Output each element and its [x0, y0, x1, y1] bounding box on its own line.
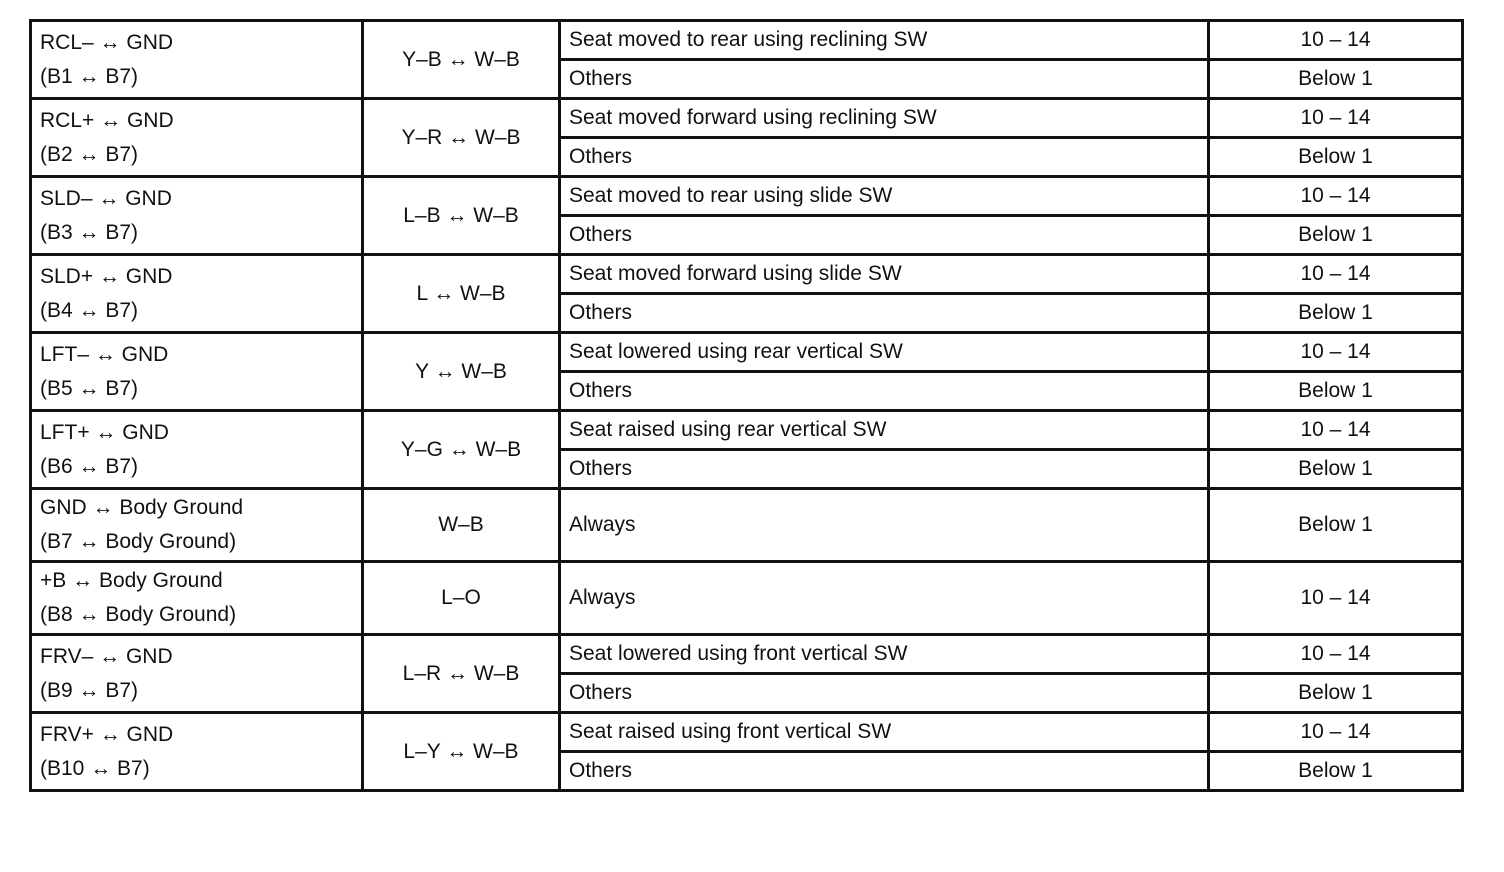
- condition-cell: Seat moved forward using slide SW: [560, 255, 1209, 294]
- terminal-label: RCL– ↔ GND: [40, 30, 174, 54]
- pin-label: (B4 ↔ B7): [40, 298, 139, 322]
- pin-label: (B6 ↔ B7): [40, 454, 139, 478]
- condition-cell: Seat lowered using front vertical SW: [560, 635, 1209, 674]
- table-row: [31, 635, 1463, 674]
- terminal-cell: [31, 255, 363, 333]
- terminal-label: GND ↔ Body Ground: [40, 496, 244, 519]
- condition-cell: Seat moved forward using reclining SW: [560, 99, 1209, 138]
- specified-value-cell: Below 1: [1209, 138, 1463, 177]
- pin-label: (B1 ↔ B7): [40, 64, 139, 88]
- condition-cell: Seat moved to rear using reclining SW: [560, 21, 1209, 60]
- terminal-cell: [31, 99, 363, 177]
- table-row: [31, 489, 1463, 562]
- table-row: [31, 333, 1463, 372]
- condition-cell: Others: [560, 674, 1209, 713]
- pin-label: (B7 ↔ Body Ground): [40, 530, 237, 553]
- terminal-inspection-table: [29, 19, 1464, 792]
- table-row: [31, 255, 1463, 294]
- specified-value-cell: 10 – 14: [1209, 562, 1463, 635]
- specified-value-cell: 10 – 14: [1209, 635, 1463, 674]
- terminal-cell: [31, 635, 363, 713]
- terminal-cell: [31, 177, 363, 255]
- specified-value-cell: Below 1: [1209, 489, 1463, 562]
- wire-color-cell: L–Y ↔ W–B: [363, 713, 560, 791]
- condition-cell: Always: [560, 489, 1209, 562]
- terminal-label: LFT+ ↔ GND: [40, 420, 169, 444]
- specified-value-cell: Below 1: [1209, 372, 1463, 411]
- wire-color-cell: Y–G ↔ W–B: [363, 411, 560, 489]
- terminal-cell: [31, 489, 363, 562]
- specified-value-cell: Below 1: [1209, 752, 1463, 791]
- terminal-label: SLD– ↔ GND: [40, 186, 172, 210]
- table-row: [31, 713, 1463, 752]
- pin-label: (B2 ↔ B7): [40, 142, 139, 166]
- wire-color-cell: Y–R ↔ W–B: [363, 99, 560, 177]
- condition-cell: Others: [560, 294, 1209, 333]
- specified-value-cell: Below 1: [1209, 450, 1463, 489]
- condition-cell: Others: [560, 450, 1209, 489]
- pin-label: (B3 ↔ B7): [40, 220, 139, 244]
- condition-cell: Others: [560, 216, 1209, 255]
- specified-value-cell: Below 1: [1209, 216, 1463, 255]
- table-row: [31, 177, 1463, 216]
- wire-color-cell: W–B: [363, 489, 560, 562]
- wire-color-cell: Y–B ↔ W–B: [363, 21, 560, 99]
- condition-cell: Others: [560, 138, 1209, 177]
- terminal-label: FRV+ ↔ GND: [40, 722, 174, 746]
- condition-cell: Others: [560, 752, 1209, 791]
- specified-value-cell: 10 – 14: [1209, 177, 1463, 216]
- terminal-cell: [31, 713, 363, 791]
- table-row: [31, 21, 1463, 60]
- condition-cell: Seat moved to rear using slide SW: [560, 177, 1209, 216]
- wire-color-cell: L–O: [363, 562, 560, 635]
- specified-value-cell: 10 – 14: [1209, 99, 1463, 138]
- pin-label: (B9 ↔ B7): [40, 678, 139, 702]
- condition-cell: Seat lowered using rear vertical SW: [560, 333, 1209, 372]
- condition-cell: Seat raised using rear vertical SW: [560, 411, 1209, 450]
- pin-label: (B8 ↔ Body Ground): [40, 603, 237, 626]
- specified-value-cell: Below 1: [1209, 674, 1463, 713]
- terminal-label: +B ↔ Body Ground: [40, 569, 223, 592]
- wire-color-cell: L–B ↔ W–B: [363, 177, 560, 255]
- terminal-label: SLD+ ↔ GND: [40, 264, 173, 288]
- pin-label: (B5 ↔ B7): [40, 376, 139, 400]
- condition-cell: Others: [560, 60, 1209, 99]
- terminal-label: FRV– ↔ GND: [40, 644, 173, 668]
- specified-value-cell: Below 1: [1209, 60, 1463, 99]
- table-row: [31, 562, 1463, 635]
- wire-color-cell: L–R ↔ W–B: [363, 635, 560, 713]
- table-row: [31, 411, 1463, 450]
- terminal-cell: [31, 562, 363, 635]
- terminal-label: RCL+ ↔ GND: [40, 108, 174, 132]
- specified-value-cell: 10 – 14: [1209, 255, 1463, 294]
- wire-color-cell: Y ↔ W–B: [363, 333, 560, 411]
- table-row: [31, 99, 1463, 138]
- terminal-cell: [31, 411, 363, 489]
- terminal-cell: [31, 21, 363, 99]
- specified-value-cell: 10 – 14: [1209, 713, 1463, 752]
- pin-label: (B10 ↔ B7): [40, 756, 150, 780]
- condition-cell: Seat raised using front vertical SW: [560, 713, 1209, 752]
- terminal-label: LFT– ↔ GND: [40, 342, 169, 366]
- specified-value-cell: Below 1: [1209, 294, 1463, 333]
- specified-value-cell: 10 – 14: [1209, 333, 1463, 372]
- specified-value-cell: 10 – 14: [1209, 411, 1463, 450]
- condition-cell: Always: [560, 562, 1209, 635]
- condition-cell: Others: [560, 372, 1209, 411]
- wire-color-cell: L ↔ W–B: [363, 255, 560, 333]
- terminal-cell: [31, 333, 363, 411]
- specified-value-cell: 10 – 14: [1209, 21, 1463, 60]
